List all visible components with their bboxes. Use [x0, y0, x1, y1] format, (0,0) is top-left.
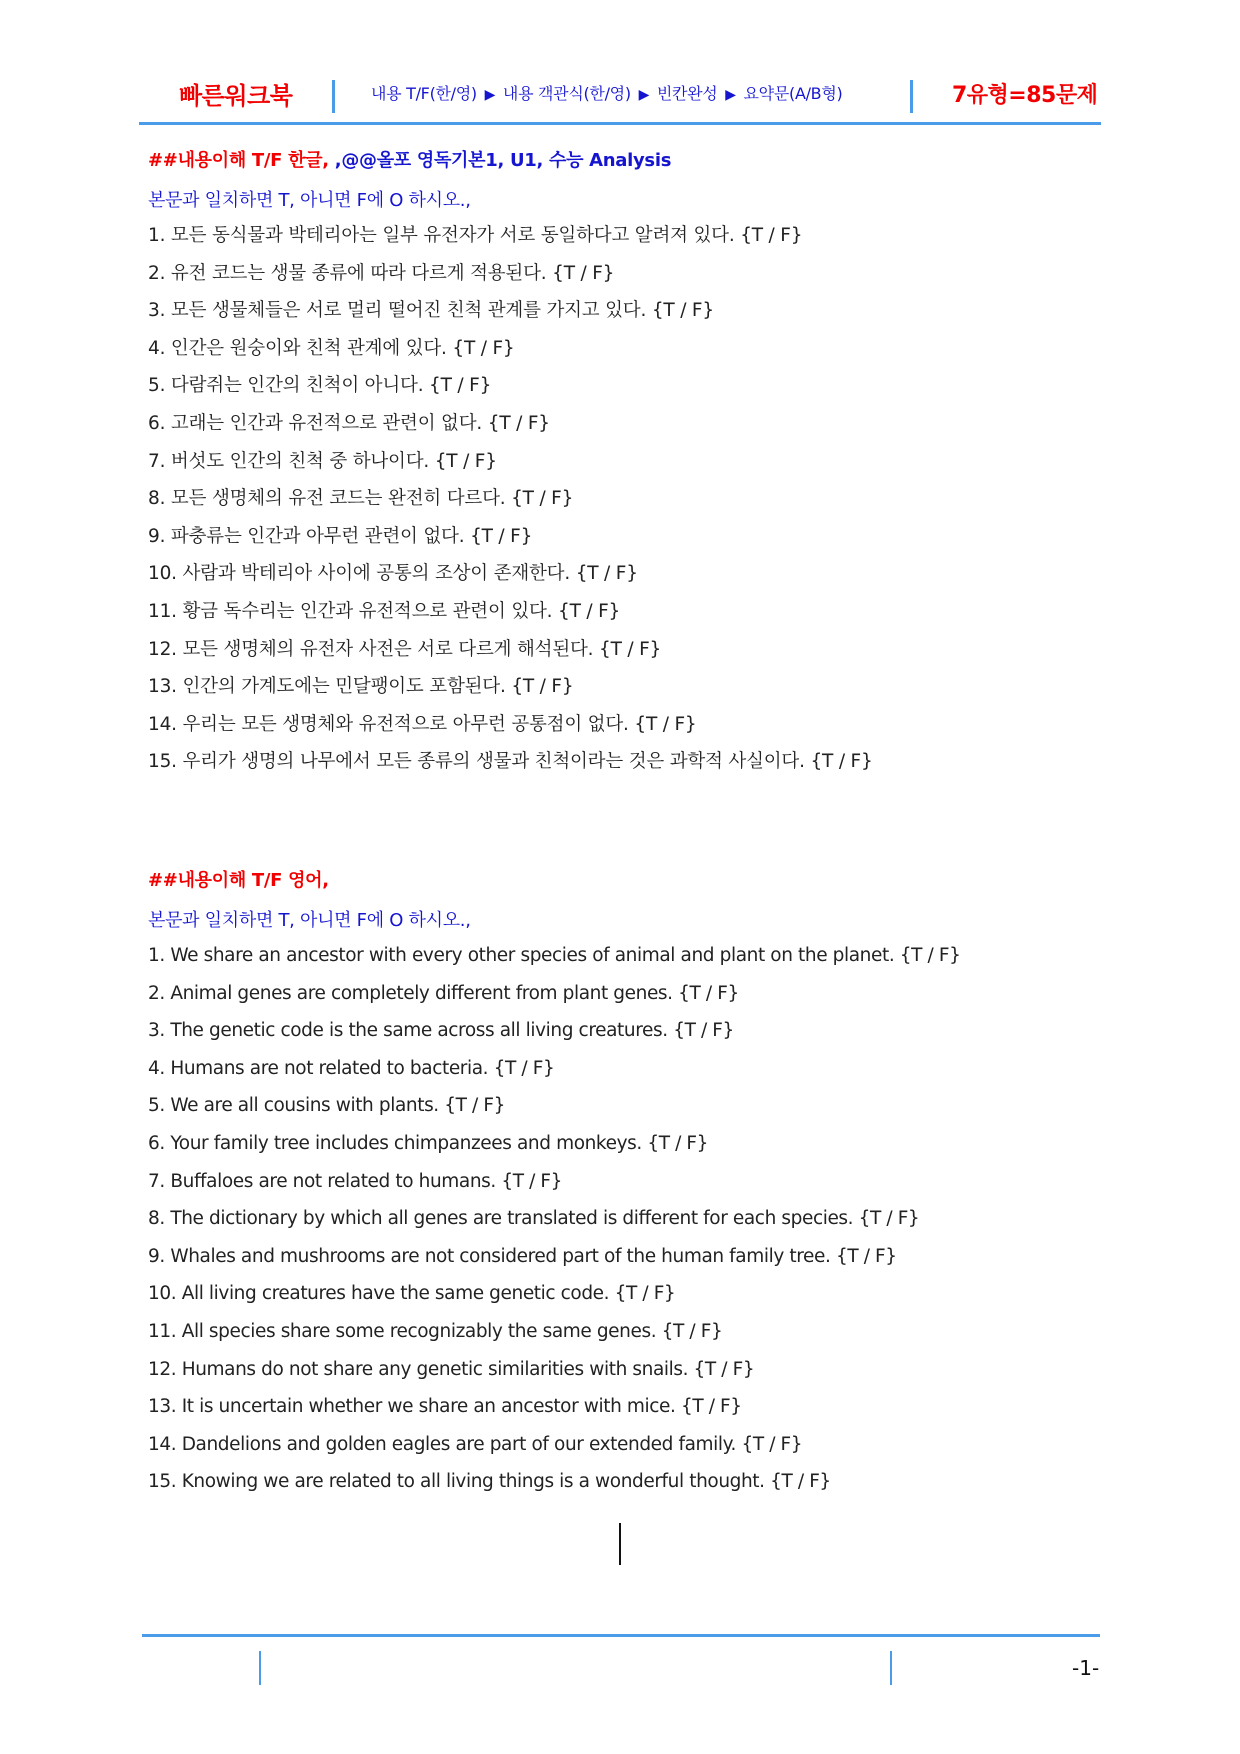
question-item: 5. We are all cousins with plants. {T / F} — [148, 1095, 505, 1117]
section-english-tf — [148, 866, 1108, 1508]
text-cursor-bar — [619, 1523, 621, 1565]
question-item: 5. 다람쥐는 인간의 친척이 아니다. {T / F} — [148, 375, 492, 397]
question-item: 6. 고래는 인간과 유전적으로 관련이 없다. {T / F} — [148, 412, 550, 434]
question-item: 14. 우리는 모든 생명체와 유전적으로 아무런 공통점이 없다. {T / F} — [148, 713, 697, 735]
section-source-label: ,@@올포 영독기본1, U1, 수능 Analysis — [334, 150, 672, 171]
flow-step-mc: 내용 객관식(한/영) — [502, 84, 631, 103]
question-item: 13. 인간의 가계도에는 민달팽이도 포함된다. {T / F} — [148, 676, 574, 698]
question-item: 8. 모든 생명체의 유전 코드는 완전히 다르다. {T / F} — [148, 488, 574, 510]
page-header — [139, 60, 1101, 124]
question-item: 12. Humans do not share any genetic similarities with snails. {T / F} — [148, 1358, 755, 1380]
question-item: 15. 우리가 생명의 나무에서 모든 종류의 생물과 친척이라는 것은 과학적 사실이다. {T / F} — [148, 751, 873, 773]
question-item: 12. 모든 생명체의 유전자 사전은 서로 다르게 해석된다. {T / F} — [148, 638, 662, 660]
header-divider — [910, 80, 913, 113]
footer-divider — [890, 1651, 892, 1685]
flow-step-summary: 요약문(A/B형) — [743, 84, 843, 103]
question-item: 9. Whales and mushrooms are not considered part of the human family tree. {T / F} — [148, 1245, 897, 1267]
header-divider — [332, 80, 335, 113]
question-item: 9. 파충류는 인간과 아무런 관련이 없다. {T / F} — [148, 525, 533, 547]
header-rule — [139, 122, 1101, 125]
flow-step-blank: 빈칸완성 — [656, 84, 718, 103]
section-instruction: 본문과 일치하면 T, 아니면 F에 O 하시오., — [148, 190, 471, 211]
question-list — [148, 224, 1108, 788]
question-item: 10. 사람과 박테리아 사이에 공통의 조상이 존재한다. {T / F} — [148, 563, 638, 585]
question-item: 3. 모든 생물체들은 서로 멀리 떨어진 친척 관계를 가지고 있다. {T / F} — [148, 300, 714, 322]
question-item: 4. Humans are not related to bacteria. {T / F} — [148, 1057, 555, 1079]
question-item: 7. Buffaloes are not related to humans. {T / F} — [148, 1170, 563, 1192]
question-item: 4. 인간은 원숭이와 친척 관계에 있다. {T / F} — [148, 337, 515, 359]
footer-divider — [259, 1651, 261, 1685]
question-item: 6. Your family tree includes chimpanzees and monkeys. {T / F} — [148, 1132, 708, 1154]
section-title: ##내용이해 T/F 영어, — [148, 870, 329, 891]
section-title-label: ##내용이해 T/F 한글, — [148, 150, 335, 171]
question-item: 1. We share an ancestor with every other species of animal and plant on the planet. {T / F} — [148, 945, 961, 966]
arrow-right-icon: ▶ — [638, 87, 650, 103]
arrow-right-icon: ▶ — [484, 87, 496, 103]
flow-step-tf: 내용 T/F(한/영) — [371, 84, 477, 103]
problem-count: 7유형=85문제 — [952, 83, 1098, 108]
question-item: 13. It is uncertain whether we share an ancestor with mice. {T / F} — [148, 1396, 742, 1418]
question-item: 15. Knowing we are related to all living things is a wonderful thought. {T / F} — [148, 1471, 831, 1493]
brand-title: 빠른워크북 — [179, 82, 293, 110]
question-list — [148, 944, 1108, 1508]
question-item: 14. Dandelions and golden eagles are part of our extended family. {T / F} — [148, 1433, 803, 1455]
page-number: -1- — [1072, 1656, 1100, 1680]
section-instruction: 본문과 일치하면 T, 아니면 F에 O 하시오., — [148, 910, 471, 931]
section-title — [148, 146, 1108, 170]
question-item: 3. The genetic code is the same across all living creatures. {T / F} — [148, 1020, 734, 1042]
question-item: 11. All species share some recognizably the same genes. {T / F} — [148, 1320, 723, 1342]
section-korean-tf — [148, 146, 1108, 788]
question-item: 1. 모든 동식물과 박테리아는 일부 유전자가 서로 동일하다고 알려져 있다. {T / F} — [148, 225, 803, 246]
question-item: 8. The dictionary by which all genes are translated is different for each species. {T / F} — [148, 1208, 920, 1230]
arrow-right-icon: ▶ — [725, 87, 736, 103]
question-item: 2. Animal genes are completely different from plant genes. {T / F} — [148, 982, 739, 1004]
question-item: 7. 버섯도 인간의 친척 중 하나이다. {T / F} — [148, 450, 497, 472]
question-item: 10. All living creatures have the same genetic code. {T / F} — [148, 1283, 676, 1305]
question-item: 11. 황금 독수리는 인간과 유전적으로 관련이 있다. {T / F} — [148, 600, 621, 622]
question-item: 2. 유전 코드는 생물 종류에 따라 다르게 적용된다. {T / F} — [148, 262, 615, 284]
workbook-flow — [371, 81, 842, 104]
footer-rule — [142, 1634, 1100, 1637]
